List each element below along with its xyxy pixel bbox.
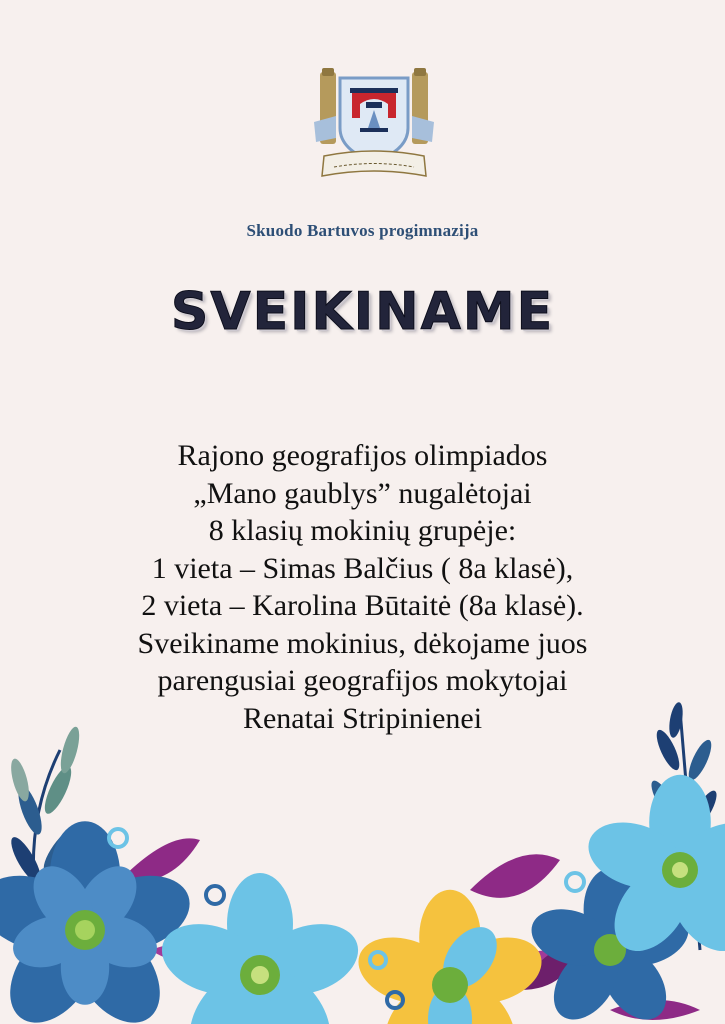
school-name: Skuodo Bartuvos progimnazija xyxy=(246,221,479,240)
yellow-flower-icon xyxy=(350,890,550,1024)
message-line: Renatai Stripinienei xyxy=(242,701,483,735)
message-line: 1 vieta – Simas Balčius ( 8a klasė), xyxy=(151,551,574,585)
floral-decoration xyxy=(0,690,725,1024)
page-title: SVEIKINAME xyxy=(170,282,555,342)
message-line: Rajono geografijos olimpiados xyxy=(177,439,548,472)
message-line: 8 klasių mokinių grupėje: xyxy=(208,514,517,547)
message-line: 2 vieta – Karolina Būtaitė (8a klasė). xyxy=(141,589,584,622)
message-line: parengusiai geografijos mokytojai xyxy=(157,664,568,697)
message-line: Sveikiname mokinius, dėkojame juos xyxy=(137,626,588,660)
message-line: „Mano gaublys” nugalėtojai xyxy=(193,476,532,510)
school-crest-icon xyxy=(314,64,434,190)
